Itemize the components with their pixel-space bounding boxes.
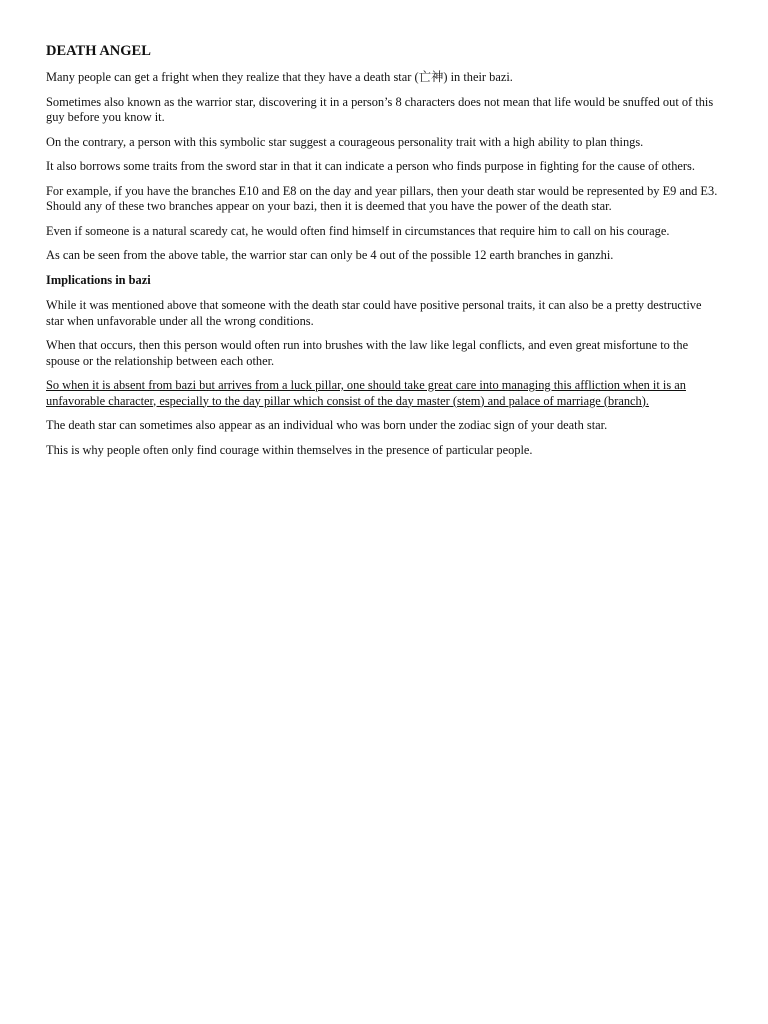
paragraph-death-star-fright: Many people can get a fright when they realize that they have a death star (亡神) in their bazi. bbox=[46, 70, 513, 84]
paragraph-table-reference: As can be seen from the above table, the warrior star can only be 4 out of the possible 12 earth branches in ganzhi. bbox=[46, 248, 614, 262]
paragraph-destructive-star: While it was mentioned above that someone with the death star could have positive personal traits, it can also be a pretty destructive star when unfavorable under all the wrong conditions. bbox=[46, 298, 702, 328]
paragraph-courage-people: This is why people often only find courage within themselves in the presence of particular people. bbox=[46, 442, 533, 457]
paragraph-luck-pillar-underlined: So when it is absent from bazi but arrives from a luck pillar, one should take great care into managing this affliction when it is an unfavorable character, especially to the day pillar which consist of the day master (stem) and palace of marriage (branch). bbox=[46, 378, 686, 408]
paragraph-legal-conflicts: When that occurs, then this person would often run into brushes with the law like legal conflicts, and even great misfortune to the spouse or the relationship between each other. bbox=[46, 338, 689, 368]
section-heading-implications: Implications in bazi bbox=[46, 272, 151, 287]
paragraph-zodiac-sign: The death star can sometimes also appear as an individual who was born under the zodiac sign of your death star. bbox=[46, 418, 608, 432]
paragraph-branches-example: For example, if you have the branches E10 and E8 on the day and year pillars, then your death star would be represented by E9 and E3. Should any of these two branches appear on your bazi, then it is deemed that you have the power of the death star. bbox=[46, 183, 718, 213]
document-page bbox=[46, 42, 722, 467]
paragraph-scaredy-cat: Even if someone is a natural scaredy cat, he would often find himself in circumstances that require him to call on his courage. bbox=[46, 223, 670, 238]
paragraph-warrior-star: Sometimes also known as the warrior star, discovering it in a person’s 8 characters does not mean that life would be snuffed out of this guy before you know it. bbox=[46, 94, 714, 124]
paragraph-sword-star: It also borrows some traits from the sword star in that it can indicate a person who finds purpose in fighting for the cause of others. bbox=[46, 159, 695, 173]
paragraph-courageous-trait: On the contrary, a person with this symbolic star suggest a courageous personality trait with a high ability to plan things. bbox=[46, 134, 644, 149]
document-title: DEATH ANGEL bbox=[46, 43, 151, 59]
